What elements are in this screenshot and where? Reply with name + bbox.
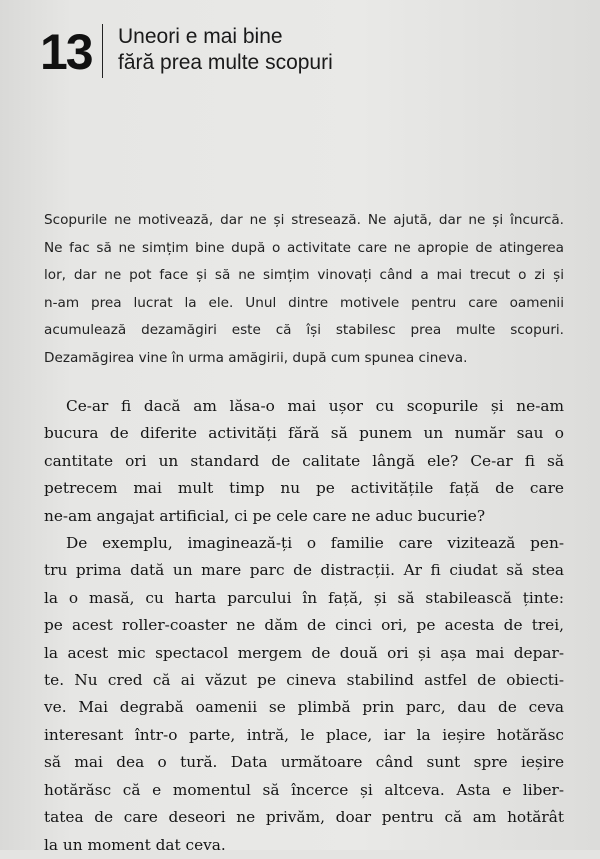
intro-line: n-am prea lucrat la ele. Unul dintre motivele pentru care oamenii	[44, 294, 564, 311]
paragraph-line: bucura de diferite activități fără să punem un număr sau o	[44, 424, 564, 443]
paragraph-line: tru prima dată un mare parc de distracții. Ar fi ciudat să stea	[44, 561, 564, 580]
paragraph-line: la acest mic spectacol mergem de două ori și așa mai depar-	[44, 643, 564, 662]
chapter-title	[118, 24, 333, 76]
chapter-divider	[102, 24, 103, 78]
intro-line: Dezamăgirea vine în urma amăgirii, după cum spunea cineva.	[44, 349, 468, 366]
intro-line: lor, dar ne pot face și să ne simțim vinovați când a mai trecut o zi și	[44, 267, 564, 283]
chapter-title-line: Uneori e mai bine	[118, 25, 283, 48]
paragraph-line: petrecem mai mult timp nu pe activitățile față de care	[44, 479, 564, 498]
paragraph-line: la o masă, cu harta parcului în față, și să stabilească ținte:	[44, 588, 564, 607]
intro-line: Scopurile ne motivează, dar ne și stresează. Ne ajută, dar ne și încurcă.	[44, 212, 564, 228]
intro-line: Ne fac să ne simțim bine după o activitate care ne apropie de atingerea	[44, 239, 564, 256]
paragraph-line: hotărăsc că e momentul să încerce și altceva. Asta e liber-	[44, 780, 564, 799]
paragraph-line: te. Nu cred că ai văzut pe cineva stabilind astfel de obiecti-	[44, 671, 564, 690]
paragraph-line: la un moment dat ceva.	[44, 835, 226, 854]
chapter-intro	[44, 207, 564, 372]
body-text	[44, 393, 564, 859]
paragraph-line: tatea de care deseori ne privăm, doar pentru că am hotărât	[44, 808, 564, 827]
paragraph-line: ve. Mai degrabă oamenii se plimbă prin parc, dau de ceva	[44, 698, 564, 717]
paragraph-line: cantitate ori un standard de calitate lângă ele? Ce-ar fi să	[44, 451, 564, 470]
chapter-title-line: fără prea multe scopuri	[118, 51, 333, 74]
paragraph-line: interesant într-o parte, intră, le place, iar la ieșire hotărăsc	[44, 725, 564, 744]
paragraph-line: ne-am angajat artificial, ci pe cele care ne aduc bucurie?	[44, 506, 486, 525]
paragraph-line: Ce-ar fi dacă am lăsa-o mai ușor cu scopurile și ne-am	[66, 397, 564, 415]
paragraph-1	[44, 393, 564, 530]
paragraph-line: De exemplu, imaginează-ți o familie care vizitează pen-	[66, 534, 564, 553]
intro-line: acumulează dezamăgiri este că își stabilesc prea multe scopuri.	[44, 322, 564, 338]
paragraph-line: să mai dea o tură. Data următoare când sunt spre ieșire	[44, 753, 564, 772]
paragraph-2	[44, 530, 564, 859]
paragraph-line: pe acest roller-coaster ne dăm de cinci ori, pe acesta de trei,	[44, 616, 564, 635]
chapter-number: 13	[40, 24, 92, 80]
